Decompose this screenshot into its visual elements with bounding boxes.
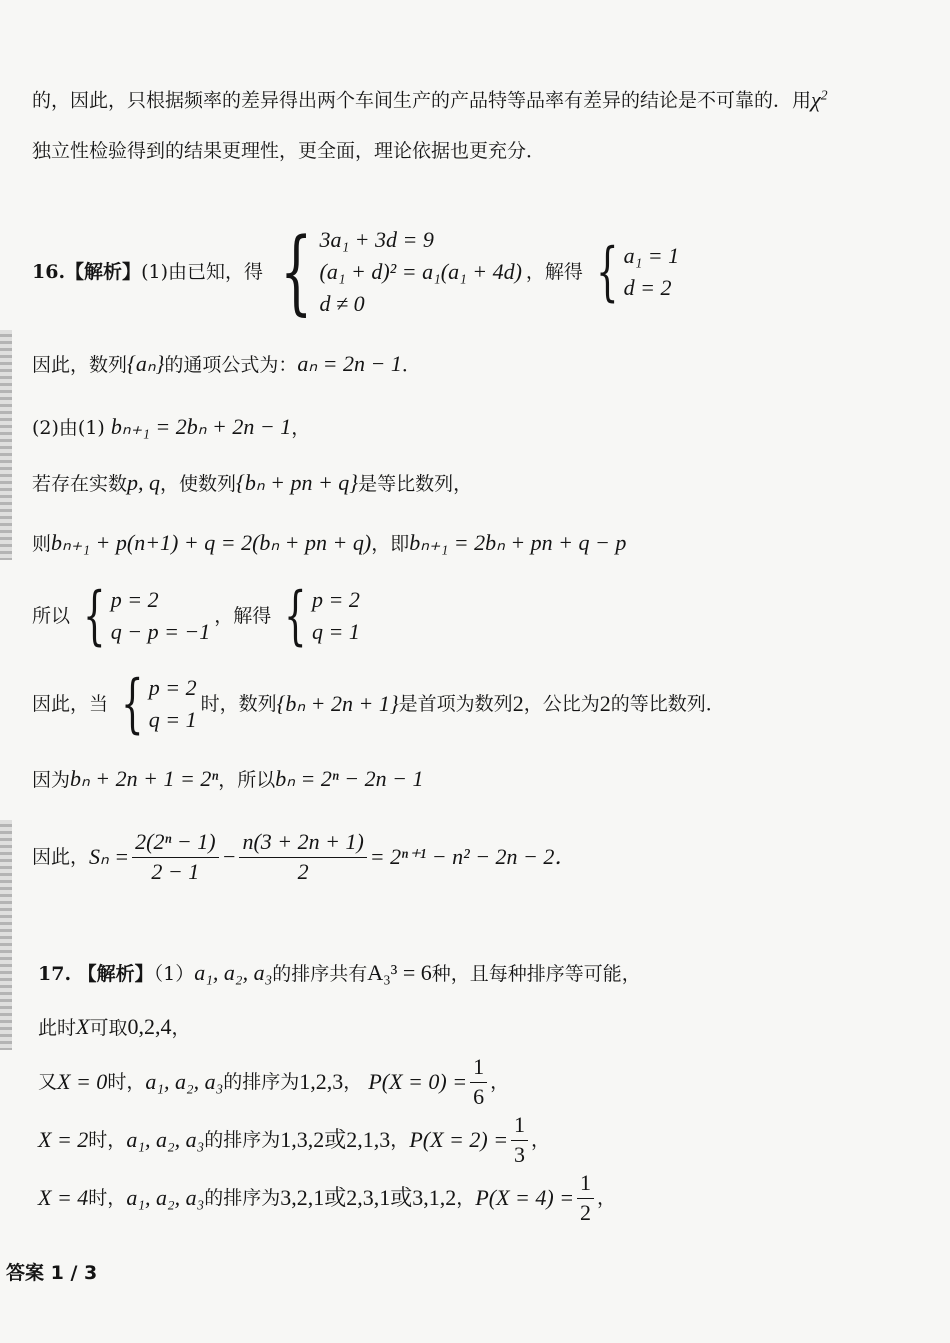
q16-sum: 因此， Sₙ = $\frac{\text{2(2ⁿ − 1)}}{2 - 1}$ − $\frac{n(3 + 2n + 1)}{2}$ = 2ⁿ⁺¹ − n² − 2n − 2． — [32, 829, 577, 884]
page-footer: 答案 1 / 3 — [6, 1262, 98, 1284]
binding-margin-mark-lower — [0, 820, 12, 1050]
binding-margin-mark — [0, 330, 12, 560]
q16-so: 所以 { p = 2 q − p = −1 ，解得 { p = 2 q = 1 — [32, 579, 360, 653]
q17-case-2: X = 2 时， a₁, a₂, a₃ 的排序为 1,3,2或2,1,3 ， P(X = 2) = $\frac{1}{3}$ ， — [38, 1112, 551, 1167]
prob-fraction-0: $\frac{1}{6}$ — [470, 1055, 487, 1108]
fraction-2: $\frac{n(3 + 2n + 1)}{2}$ — [239, 830, 366, 883]
q16-part1: 16.【解析】 (1)由已知，得 { 3a₁ + 3d = 9 (a₁ + d)² = a₁(a₁ + 4d) d ≠ 0 ，解得 { a₁ = 1 d = 2 — [32, 217, 680, 325]
condition-system: { p = 2 q = 1 — [121, 667, 197, 741]
solution-system-2: { p = 2 q = 1 — [284, 579, 360, 653]
q16-part2: (2)由(1) bₙ₊₁ = 2bₙ + 2n − 1， — [32, 414, 311, 439]
fraction-1: $\frac{\text{2(2ⁿ − 1)}}{2 - 1}$ — [132, 830, 218, 883]
paragraph-line-2: 独立性检验得到的结果更理性，更全面，理论依据也更充分． — [32, 140, 546, 162]
prob-fraction-2: $\frac{1}{3}$ — [511, 1113, 528, 1166]
q16-then: 则bₙ₊₁ + p(n+1) + q = 2(bₙ + pn + q)，即bₙ₊₁ = 2bₙ + pn + q − p — [32, 530, 627, 555]
chi-symbol: $\chi^2$ — [811, 86, 828, 112]
q17-case-0: 又 X = 0 时， a₁, a₂, a₃ 的排序为 1,2,3 ， P(X = 0) = $\frac{1}{6}$ ， — [38, 1054, 510, 1109]
equation-system-1: { 3a₁ + 3d = 9 (a₁ + d)² = a₁(a₁ + 4d) d ≠ 0 — [280, 217, 522, 325]
q17-values: 此时X可取0,2,4， — [38, 1014, 191, 1039]
q17-part1: 17. 【解析】（1）a₁, a₂, a₃的排序共有A₃³ = 6种，且每种排序等可能， — [38, 960, 641, 985]
solution-system-1: { a₁ = 1 d = 2 — [596, 235, 680, 309]
q16-because: 因为bₙ + 2n + 1 = 2ⁿ，所以bₙ = 2ⁿ − 2n − 1 — [32, 766, 424, 791]
q16-general-formula: 因此，数列{aₙ}的通项公式为：aₙ = 2n − 1． — [32, 351, 421, 376]
q17-case-4: X = 4 时， a₁, a₂, a₃ 的排序为 3,2,1或2,3,1或3,1,2 ， P(X = 4) = $\frac{1}{2}$ ， — [38, 1170, 617, 1225]
paragraph-line-1: 的，因此，只根据频率的差异得出两个车间生产的产品特等品率有差异的结论是不可靠的．用$\chi^2$ — [32, 86, 828, 112]
q16-assume: 若存在实数p, q，使数列{bₙ + pn + q}是等比数列， — [32, 470, 473, 495]
prob-fraction-4: $\frac{1}{2}$ — [577, 1171, 594, 1224]
equation-system-2: { p = 2 q − p = −1 — [83, 579, 211, 653]
q16-when: 因此，当 { p = 2 q = 1 时，数列 {bₙ + 2n + 1} 是首项为数列 2 ，公比为 2 的等比数列． — [32, 667, 725, 741]
